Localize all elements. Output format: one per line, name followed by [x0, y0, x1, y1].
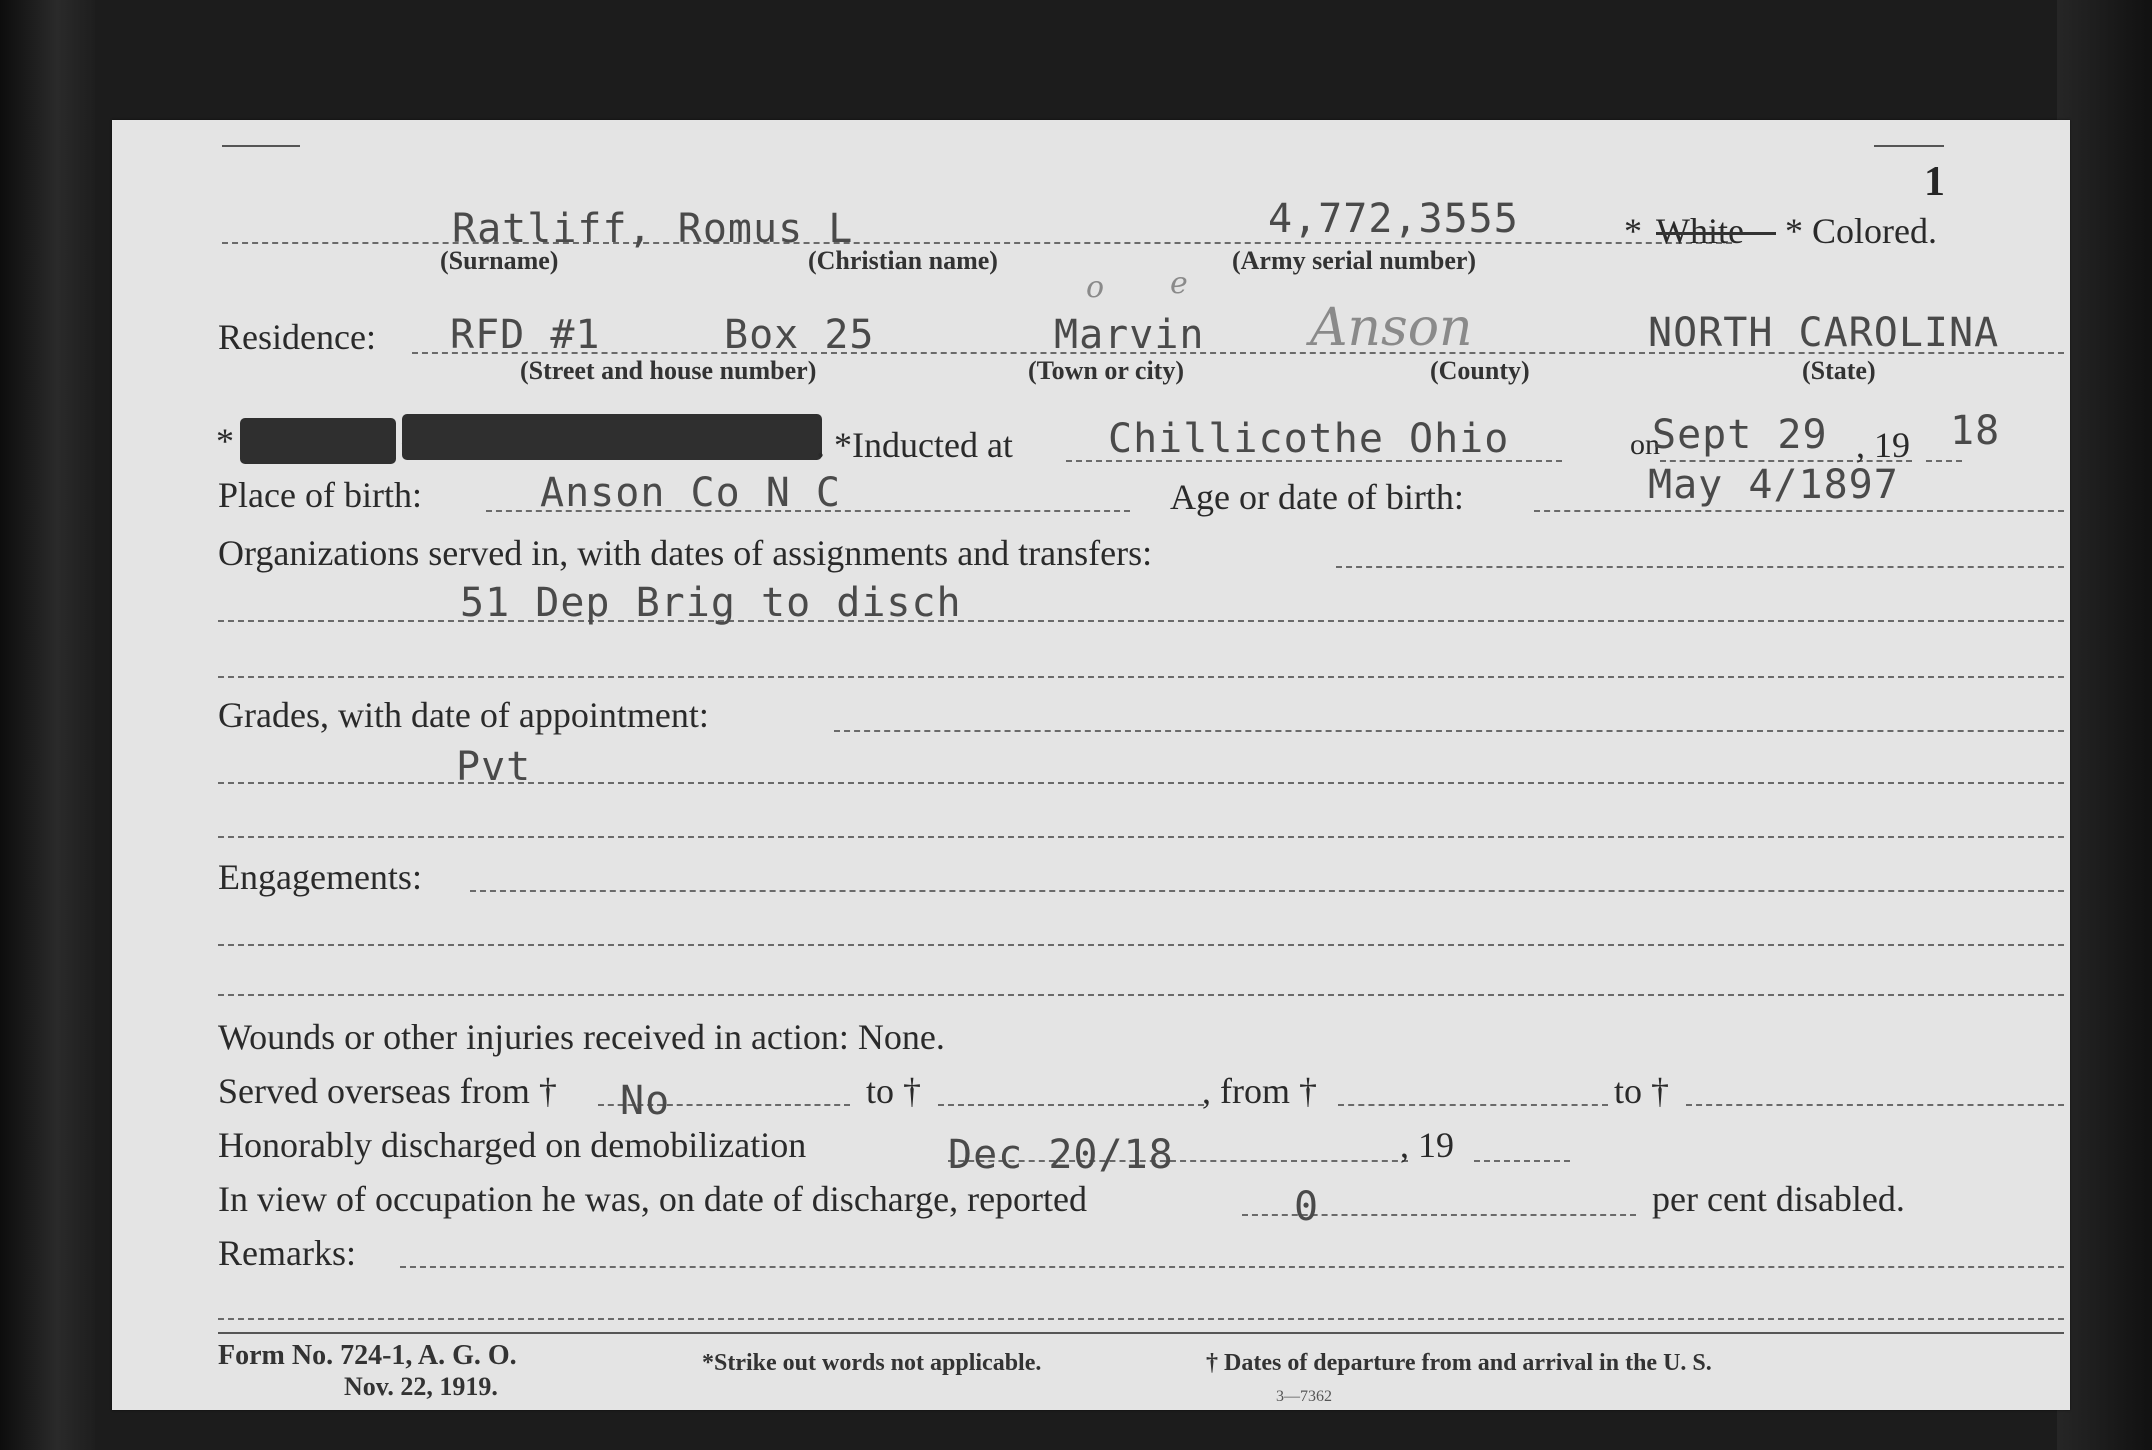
- overseas-label: Served overseas from †: [218, 1071, 557, 1111]
- residence-state: NORTH CAROLINA: [1648, 310, 2000, 356]
- engagements-line-1: [470, 890, 2064, 892]
- overseas-from-value: No: [620, 1078, 671, 1124]
- top-right-rule: [1874, 145, 1944, 147]
- race-colored-label: * Colored.: [1785, 211, 1937, 251]
- engagements-label: Engagements:: [218, 857, 422, 897]
- birth-date-line: [1534, 510, 2064, 512]
- disability-label: In view of occupation he was, on date of discharge, reported: [218, 1179, 1088, 1219]
- print-code: 3—7362: [1276, 1388, 1332, 1405]
- overseas-from2-line: [1338, 1104, 1608, 1106]
- scan-edge-right: [2057, 0, 2152, 1450]
- wounds-label: Wounds or other injuries received in action: None.: [218, 1017, 945, 1057]
- inducted-label: . *Inducted at: [816, 425, 1013, 465]
- town-correction-o: o: [1086, 270, 1105, 305]
- caption-surname: (Surname): [440, 246, 559, 275]
- top-left-rule: [222, 145, 300, 147]
- form-date: Nov. 22, 1919.: [344, 1372, 498, 1401]
- residence-county-handwritten: Anson: [1310, 298, 1473, 358]
- caption-christian-name: (Christian name): [808, 246, 998, 275]
- discharge-year-line: [1474, 1160, 1570, 1162]
- caption-state: (State): [1802, 356, 1876, 385]
- engagements-line-2: [218, 944, 2064, 946]
- redaction-mark-1: [240, 418, 396, 464]
- discharge-label: Honorably discharged on demobilization: [218, 1125, 807, 1165]
- remarks-line-2: [218, 1318, 2064, 1320]
- residence-town: Marvin: [1054, 312, 1205, 358]
- note-dates: † Dates of departure from and arrival in the U. S.: [1206, 1350, 1712, 1376]
- overseas-to2-line: [1686, 1104, 2064, 1106]
- organizations-line-3: [218, 676, 2064, 678]
- grades-line-3: [218, 836, 2064, 838]
- surname-name-value: Ratliff, Romus L: [452, 206, 854, 252]
- induction-year-line: [1926, 460, 1962, 462]
- caption-serial: (Army serial number): [1232, 246, 1477, 275]
- card-number: 1: [1924, 159, 1945, 205]
- remarks-label: Remarks:: [218, 1233, 356, 1273]
- caption-street: (Street and house number): [520, 356, 817, 385]
- overseas-to-label: to †: [866, 1071, 922, 1111]
- race-white-label: White: [1656, 211, 1744, 251]
- residence-street-2: Box 25: [724, 312, 875, 358]
- redaction-mark-2: [402, 414, 822, 460]
- overseas-to2-label: to †: [1614, 1071, 1670, 1111]
- inducted-on-label: on: [1630, 428, 1660, 461]
- birth-date-value: May 4/1897: [1648, 462, 1899, 508]
- residence-street-1: RFD #1: [450, 312, 601, 358]
- race-asterisk: *: [1624, 211, 1642, 251]
- record-card: [112, 120, 2070, 1410]
- induction-year-prefix: , 19: [1856, 425, 1910, 465]
- enlist-asterisk: *: [216, 421, 234, 461]
- organizations-line-1: [1336, 566, 2064, 568]
- overseas-from2-label: , from †: [1202, 1071, 1317, 1111]
- name-line: [222, 242, 1732, 244]
- town-correction-e: e: [1170, 266, 1188, 301]
- footer-rule: [218, 1332, 2064, 1334]
- inducted-place: Chillicothe Ohio: [1108, 416, 1510, 462]
- organizations-label: Organizations served in, with dates of assignments and transfers:: [218, 533, 1153, 573]
- grades-line-1: [834, 730, 2064, 732]
- induction-date: Sept 29: [1652, 412, 1828, 458]
- grades-label: Grades, with date of appointment:: [218, 695, 709, 735]
- disability-suffix: per cent disabled.: [1652, 1179, 1905, 1219]
- scan-edge-left: [0, 0, 95, 1450]
- engagements-line-3: [218, 994, 2064, 996]
- birth-place-value: Anson Co N C: [540, 470, 841, 516]
- disability-value: 0: [1294, 1184, 1320, 1230]
- form-number: Form No. 724-1, A. G. O.: [218, 1340, 517, 1371]
- discharge-date: Dec 20/18: [948, 1132, 1174, 1178]
- residence-label: Residence:: [218, 317, 376, 357]
- organizations-entry: 51 Dep Brig to disch: [460, 580, 962, 626]
- discharge-year-label: , 19: [1400, 1125, 1454, 1165]
- note-strike-out: *Strike out words not applicable.: [702, 1350, 1042, 1376]
- induction-year-suffix: 18: [1950, 408, 2001, 454]
- grades-entry: Pvt: [456, 744, 532, 790]
- caption-county: (County): [1430, 356, 1530, 385]
- caption-town: (Town or city): [1028, 356, 1184, 385]
- age-label: Age or date of birth:: [1170, 477, 1464, 517]
- overseas-to-line: [938, 1104, 1204, 1106]
- race-white-strike: [1656, 232, 1776, 235]
- remarks-line-1: [400, 1266, 2064, 1268]
- birth-place-label: Place of birth:: [218, 475, 422, 515]
- serial-number-value: 4,772,3555: [1268, 196, 1519, 242]
